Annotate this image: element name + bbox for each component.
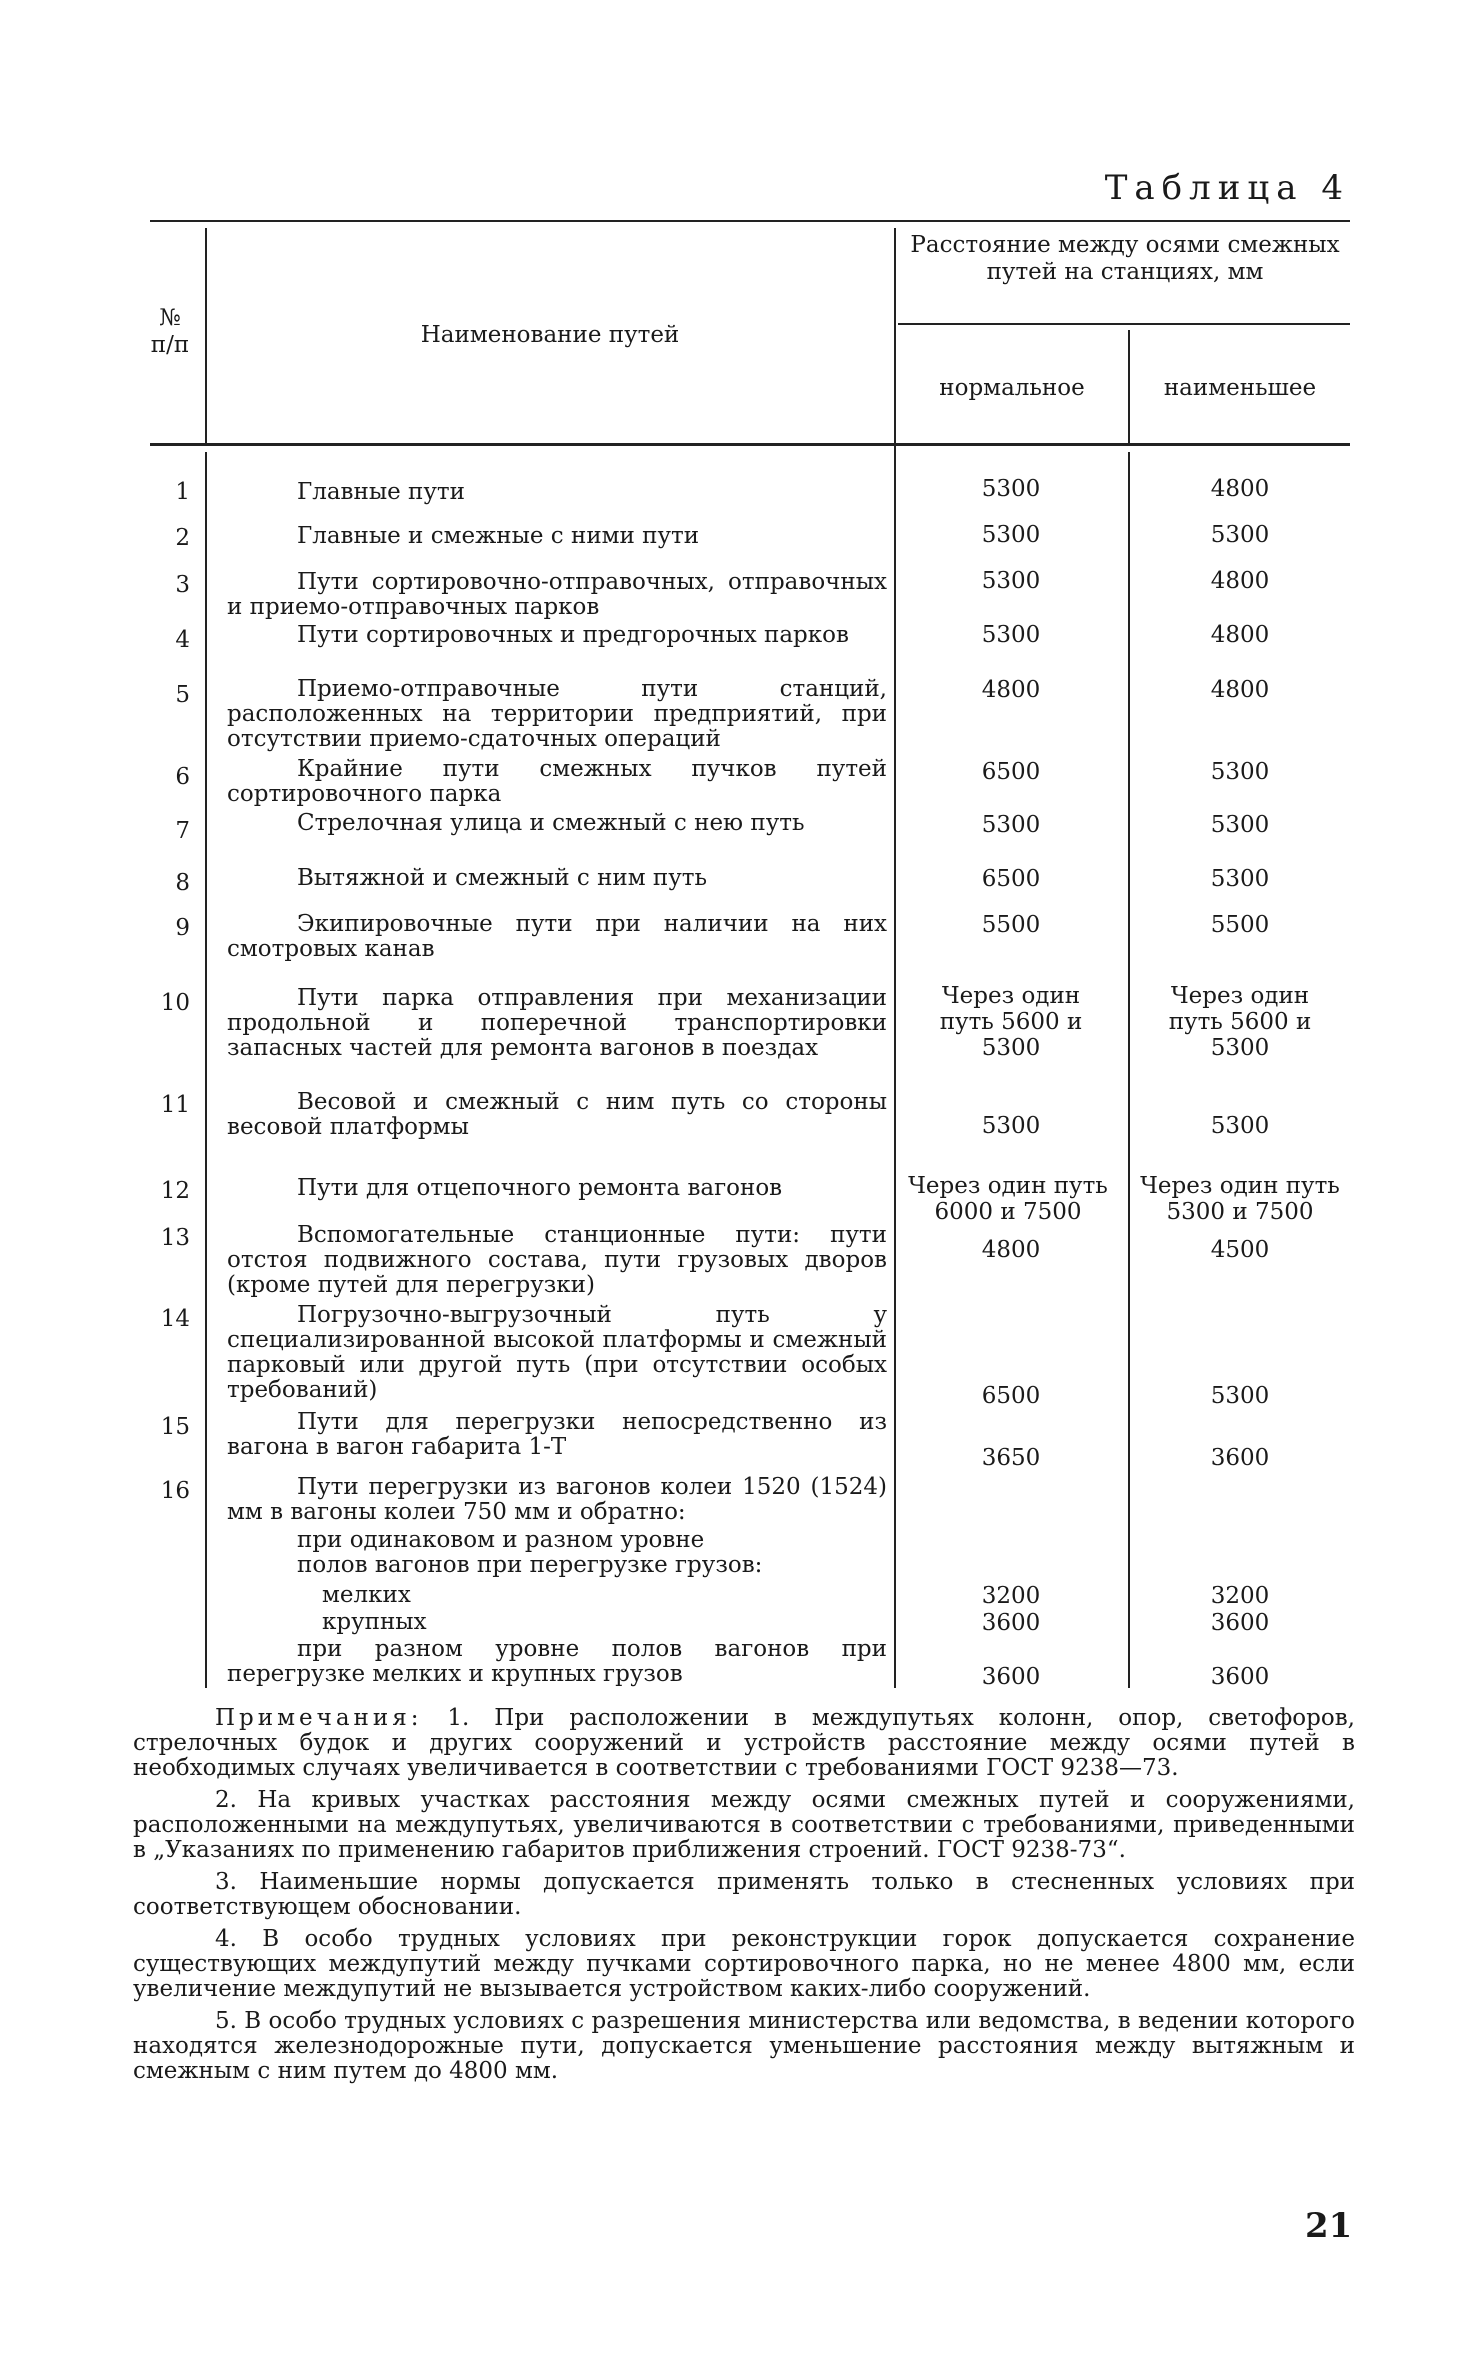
header-group-rule bbox=[898, 323, 1350, 325]
row-name: Весовой и смежный с ним путь со стороны весовой платформы bbox=[227, 1089, 887, 1140]
row-normal: 3200 bbox=[981, 1583, 1041, 1609]
row-number: 16 bbox=[160, 1478, 190, 1504]
row-name: Пути сортировочных и предгорочных парков bbox=[297, 622, 849, 648]
row-normal: 4800 bbox=[981, 1237, 1041, 1263]
row-normal: 4800 bbox=[981, 677, 1041, 703]
row-min: 5300 bbox=[1210, 866, 1270, 892]
row-name: Приемо-отправочные пути станций, расположенных на территории предприятий, при отсутствии приемо-сдаточных операций bbox=[227, 676, 887, 752]
note-1-text: 1. При расположении в междупутьях колонн, опор, светофоров, стрелочных будок и других сооружений и устройств расстояние между осями путей в необходимых случаях увеличивается в соответствии с требованиями ГОСТ 9238—73. bbox=[133, 1705, 1355, 1781]
row-number: 12 bbox=[160, 1178, 190, 1204]
header-distance-group: Расстояние между осями смежных путей на станциях, мм bbox=[910, 232, 1340, 285]
note-1 bbox=[133, 1706, 1355, 1781]
row-name: Пути парка отправления при механизации продольной и поперечной транспортировки запасных частей для ремонта вагонов в поездах bbox=[227, 985, 887, 1061]
row-normal: 5300 bbox=[981, 568, 1041, 594]
note-2: 2. На кривых участках расстояния между осями смежных путей и сооружениями, расположенными на междупутьях, увеличиваются в соответствии с требованиями, приведенными в „Указаниях по применению габаритов приближения строений. ГОСТ 9238-73“. bbox=[133, 1787, 1355, 1863]
row-min: Через один путь 5300 и 7500 bbox=[1140, 1173, 1340, 1225]
row-subitem: крупных bbox=[322, 1609, 427, 1635]
header-min: наименьшее bbox=[1163, 375, 1317, 401]
row-min: 3600 bbox=[1210, 1610, 1270, 1636]
row-number: 6 bbox=[175, 764, 190, 790]
row-number: 11 bbox=[160, 1092, 190, 1118]
row-name: Главные и смежные с ними пути bbox=[297, 523, 700, 549]
row-number: 5 bbox=[175, 682, 190, 708]
row-number: 1 bbox=[175, 479, 190, 505]
header-name: Наименование путей bbox=[420, 322, 680, 348]
row-name: Погрузочно-выгрузочный путь у специализированной высокой платформы и смежный парковый или другой путь (при отсутствии особых требований) bbox=[227, 1302, 887, 1403]
row-min: 5300 bbox=[1210, 759, 1270, 785]
row-normal: 3600 bbox=[981, 1610, 1041, 1636]
row-number: 14 bbox=[160, 1306, 190, 1332]
col-divider-1-body bbox=[205, 452, 207, 1688]
row-min: 5300 bbox=[1210, 1113, 1270, 1139]
notes-lead: Примечания: bbox=[215, 1705, 423, 1731]
row-number: 8 bbox=[175, 870, 190, 896]
row-number: 3 bbox=[175, 572, 190, 598]
header-bottom-rule bbox=[150, 443, 1350, 446]
row-name: Пути сортировочно-отправочных, отправочных и приемо-отправочных парков bbox=[227, 569, 887, 620]
row-normal: 6500 bbox=[981, 759, 1041, 785]
row-normal: Через один путь 5600 и 5300 bbox=[939, 983, 1083, 1061]
row-name: Вытяжной и смежный с ним путь bbox=[297, 865, 708, 891]
row-number: 2 bbox=[175, 525, 190, 551]
row-min: 4500 bbox=[1210, 1237, 1270, 1263]
row-number: 9 bbox=[175, 915, 190, 941]
row-subitem: при одинаковом и разном уровне полов вагонов при перегрузке грузов: bbox=[297, 1527, 763, 1578]
row-normal: 5300 bbox=[981, 812, 1041, 838]
row-number: 7 bbox=[175, 818, 190, 844]
row-normal: 5300 bbox=[981, 522, 1041, 548]
row-min: 5300 bbox=[1210, 522, 1270, 548]
row-min: 5300 bbox=[1210, 1383, 1270, 1409]
row-name: Пути для перегрузки непосредственно из вагона в вагон габарита 1-Т bbox=[227, 1409, 887, 1460]
row-normal: 5500 bbox=[981, 912, 1041, 938]
notes-block bbox=[133, 1706, 1355, 2091]
row-subitem: при разном уровне полов вагонов при перегрузке мелких и крупных грузов bbox=[227, 1636, 887, 1687]
row-normal: 3600 bbox=[981, 1664, 1041, 1690]
table-top-rule bbox=[150, 220, 1350, 222]
row-min: 4800 bbox=[1210, 677, 1270, 703]
note-3: 3. Наименьшие нормы допускается применять только в стесненных условиях при соответствующем обосновании. bbox=[133, 1869, 1355, 1920]
row-normal: 5300 bbox=[981, 1113, 1041, 1139]
row-min: 5300 bbox=[1210, 812, 1270, 838]
row-min: 4800 bbox=[1210, 622, 1270, 648]
row-subitem: мелких bbox=[322, 1582, 411, 1608]
row-number: 10 bbox=[160, 990, 190, 1016]
row-name: Стрелочная улица и смежный с нею путь bbox=[297, 810, 805, 836]
header-normal: нормальное bbox=[939, 375, 1085, 401]
row-min: 3200 bbox=[1210, 1583, 1270, 1609]
col-divider-1 bbox=[205, 228, 207, 446]
row-number: 15 bbox=[160, 1414, 190, 1440]
note-5: 5. В особо трудных условиях с разрешения министерства или ведомства, в ведении которого находятся железнодорожные пути, допускается уменьшение расстояния между вытяжным и смежным с ним путем до 4800 мм. bbox=[133, 2008, 1355, 2084]
row-normal: 3650 bbox=[981, 1445, 1041, 1471]
row-normal: 5300 bbox=[981, 622, 1041, 648]
row-min: Через один путь 5600 и 5300 bbox=[1168, 983, 1312, 1061]
table-title: Таблица 4 bbox=[1104, 168, 1350, 208]
row-name: Главные пути bbox=[297, 479, 465, 505]
row-min: 4800 bbox=[1210, 568, 1270, 594]
row-name: Пути для отцепочного ремонта вагонов bbox=[297, 1175, 783, 1201]
header-number: № п/п bbox=[150, 305, 190, 358]
note-4: 4. В особо трудных условиях при реконструкции горок допускается сохранение существующих междупутий между пучками сортировочного парка, но не менее 4800 мм, если увеличение междупутий не вызывается устройством каких-либо сооружений. bbox=[133, 1926, 1355, 2002]
page-number: 21 bbox=[1305, 2206, 1353, 2246]
row-min: 5500 bbox=[1210, 912, 1270, 938]
row-min: 3600 bbox=[1210, 1664, 1270, 1690]
row-min: 4800 bbox=[1210, 476, 1270, 502]
row-normal: 6500 bbox=[981, 1383, 1041, 1409]
row-min: 3600 bbox=[1210, 1445, 1270, 1471]
row-normal: 6500 bbox=[981, 866, 1041, 892]
row-normal: Через один путь 6000 и 7500 bbox=[908, 1173, 1108, 1225]
row-name: Экипировочные пути при наличии на них смотровых канав bbox=[227, 911, 887, 962]
row-normal: 5300 bbox=[981, 476, 1041, 502]
row-name: Вспомогательные станционные пути: пути отстоя подвижного состава, пути грузовых дворов (кроме путей для перегрузки) bbox=[227, 1222, 887, 1298]
row-name: Пути перегрузки из вагонов колеи 1520 (1524) мм в вагоны колеи 750 мм и обратно: bbox=[227, 1474, 887, 1525]
row-number: 4 bbox=[175, 627, 190, 653]
row-number: 13 bbox=[160, 1225, 190, 1251]
row-name: Крайние пути смежных пучков путей сортировочного парка bbox=[227, 756, 887, 807]
